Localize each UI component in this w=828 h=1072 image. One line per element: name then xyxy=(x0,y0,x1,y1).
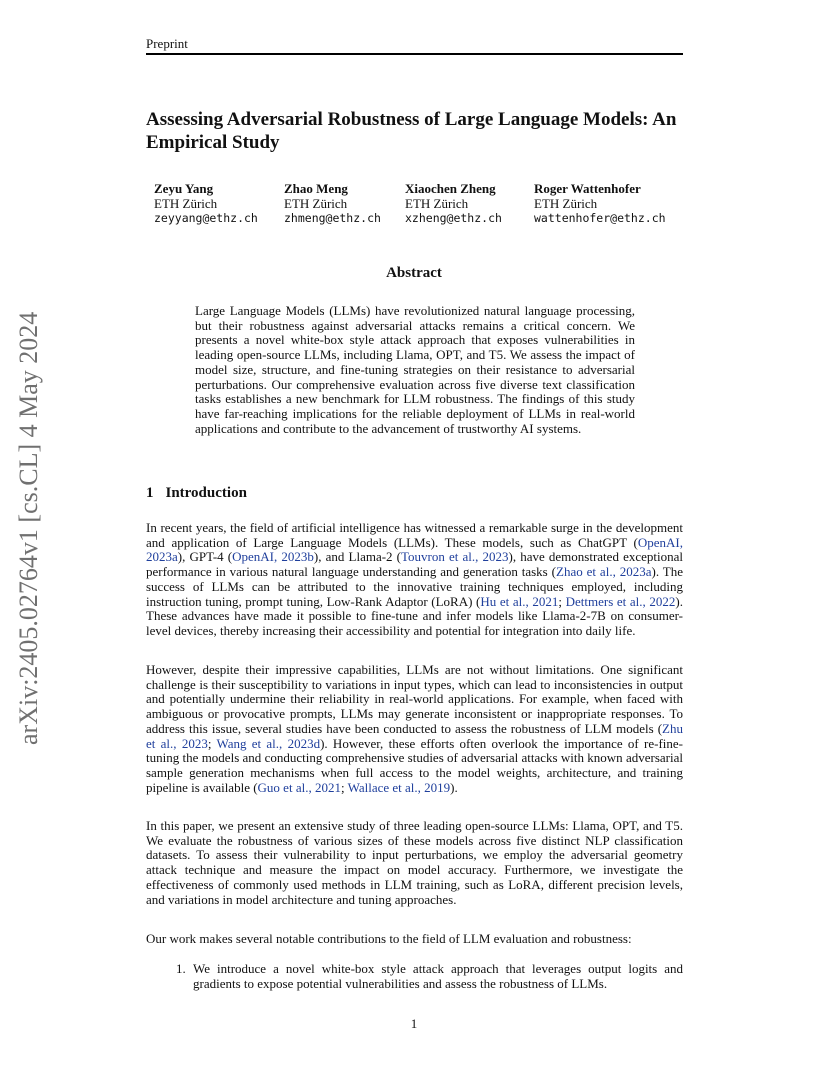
author-name: Xiaochen Zheng xyxy=(405,181,496,196)
author-name: Roger Wattenhofer xyxy=(534,181,641,196)
abstract-heading: Abstract xyxy=(386,265,442,281)
paragraph-text: ), have demonstrated exceptional performance in various natural language understanding and generation tasks ( xyxy=(146,549,683,580)
paragraph-text: ; xyxy=(207,735,217,751)
author-entry xyxy=(534,181,666,226)
intro-paragraph-1 xyxy=(146,521,683,639)
paragraph-text: ), and Llama-2 ( xyxy=(313,549,402,565)
author-email: zeyyang@ethz.ch xyxy=(154,211,258,225)
paragraph-text: ). The success of LLMs can be attributed to the innovative training techniques employed, including instruction tuning, prompt tuning, Low-Rank Adaptor (LoRA) ( xyxy=(146,564,683,609)
section-number: 1 xyxy=(146,485,154,501)
contribution-list xyxy=(176,962,683,991)
author-entry xyxy=(154,181,258,226)
paper-title: Assessing Adversarial Robustness of Large Language Models: An Empirical Study xyxy=(146,109,677,153)
citation-link[interactable]: Wallace et al., 2019 xyxy=(347,779,451,795)
citation-link[interactable]: Zhao et al., 2023a xyxy=(556,564,652,580)
paragraph-text: ). These advances have made it possible to fine-tune and infer models like Llama-2-7B on consumer-level devices, thereby increasing their accessibility and potential for integration into daily life. xyxy=(146,593,683,638)
intro-paragraph-2 xyxy=(146,663,683,795)
paragraph-text: ; xyxy=(340,779,348,795)
section-title: Introduction xyxy=(165,485,247,501)
intro-paragraph-3: In this paper, we present an extensive study of three leading open-source LLMs: Llama, OPT, and T5. We evaluate the robustness of various sizes of these models across five distinct NLP classification datasets. To assess their vulnerability to input perturbations, we employ the adversarial geometry attack technique and measure the impact on model accuracy. Furthermore, we investigate the effectiveness of commonly used methods in LLM training, such as LoRA, different precision levels, and variations in model architecture and tuning approaches. xyxy=(146,818,683,907)
list-item xyxy=(176,962,683,991)
citation-link[interactable]: Zhu et al., 2023 xyxy=(146,720,683,751)
list-item-text: We introduce a novel white-box style attack approach that leverages output logits and gradients to expose potential vulnerabilities and assess the robustness of LLMs. xyxy=(193,961,683,991)
paragraph-text: ). xyxy=(450,779,458,795)
paragraph-text: In recent years, the field of artificial intelligence has witnessed a remarkable surge in the development and application of Large Language Models (LLMs). These models, such as ChatGPT ( xyxy=(146,520,683,550)
citation-link[interactable]: Dettmers et al., 2022 xyxy=(565,593,676,609)
citation-link[interactable]: Guo et al., 2021 xyxy=(257,779,341,795)
paragraph-text: ), GPT-4 ( xyxy=(177,549,233,565)
author-affiliation: ETH Zürich xyxy=(405,196,469,211)
author-name: Zhao Meng xyxy=(284,181,348,196)
citation-link[interactable]: OpenAI, 2023a xyxy=(146,534,683,565)
paragraph-text: However, despite their impressive capabilities, LLMs are not without limitations. One significant challenge is their susceptibility to variations in input types, which can lead to inconsistencies in output and potentially undermine their reliability in real-world applications. For example, when faced with ambiguous or provocative prompts, LLMs may generate inconsistent or inappropriate responses. To address this issue, several studies have been conducted to assess the robustness of LLM models ( xyxy=(146,662,683,736)
author-entry xyxy=(284,181,381,226)
citation-link[interactable]: Hu et al., 2021 xyxy=(480,593,559,609)
arxiv-identifier: arXiv:2405.02764v1 [cs.CL] 4 May 2024 xyxy=(14,311,43,745)
running-header: Preprint xyxy=(146,36,188,51)
intro-paragraph-4: Our work makes several notable contributions to the field of LLM evaluation and robustness: xyxy=(146,931,632,946)
author-email: xzheng@ethz.ch xyxy=(405,211,502,225)
author-affiliation: ETH Zürich xyxy=(534,196,598,211)
paragraph-text: ). However, these efforts often overlook the importance of re-fine-tuning the models and conducting comprehensive studies of adversarial attacks with known adversarial sample generation mechanisms when full access to the model weights, architecture, and training pipeline is available ( xyxy=(146,735,683,795)
author-name: Zeyu Yang xyxy=(154,181,214,196)
citation-link[interactable]: Wang et al., 2023d xyxy=(216,735,321,751)
author-email: zhmeng@ethz.ch xyxy=(284,211,381,225)
page-number: 1 xyxy=(410,1016,418,1031)
list-marker: 1. xyxy=(176,961,186,976)
author-affiliation: ETH Zürich xyxy=(154,196,218,211)
citation-link[interactable]: OpenAI, 2023b xyxy=(232,549,314,565)
author-email: wattenhofer@ethz.ch xyxy=(534,211,666,225)
citation-link[interactable]: Touvron et al., 2023 xyxy=(401,549,509,565)
paragraph-text: ; xyxy=(558,593,566,609)
abstract-text: Large Language Models (LLMs) have revolutionized natural language processing, but their robustness against adversarial attacks remains a critical concern. We presents a novel white-box style attack approach that exposes vulnerabilities in leading open-source LLMs, including Llama, OPT, and T5. We assess the impact of model size, structure, and fine-tuning strategies on their resistance to adversarial perturbations. Our comprehensive evaluation across five diverse text classification tasks establishes a new benchmark for LLM robustness. The findings of this study have far-reaching implications for the reliable deployment of LLMs in real-world applications and contribute to the advancement of trustworthy AI systems. xyxy=(195,303,635,436)
section-heading xyxy=(146,485,247,502)
author-affiliation: ETH Zürich xyxy=(284,196,348,211)
header-rule xyxy=(146,53,683,55)
author-entry xyxy=(405,181,502,226)
